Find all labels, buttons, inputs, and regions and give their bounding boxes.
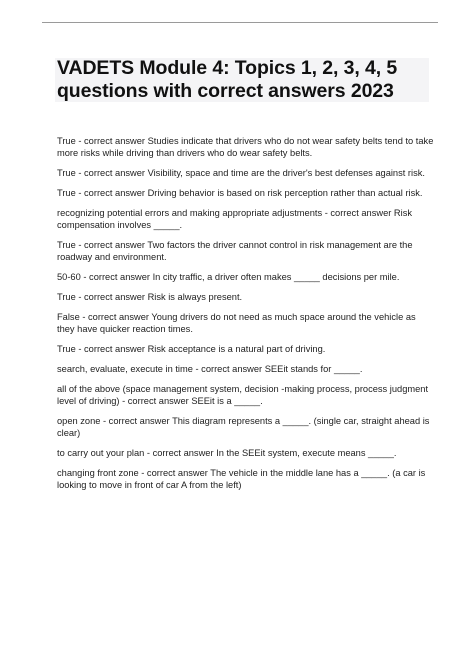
qa-item: 50-60 - correct answer In city traffic, a driver often makes _____ decisions per mile. — [57, 272, 400, 282]
qa-item: search, evaluate, execute in time - correct answer SEEit stands for _____. — [57, 364, 363, 374]
header-rule — [42, 22, 438, 23]
qa-item: True - correct answer Driving behavior is based on risk perception rather than actual risk. — [57, 188, 423, 198]
qa-item: changing front zone - correct answer The vehicle in the middle lane has a _____. (a car is looking to move in front of car A from the left) — [57, 468, 426, 490]
qa-item: recognizing potential errors and making appropriate adjustments - correct answer Risk compensation involves _____. — [57, 208, 412, 230]
qa-item: True - correct answer Studies indicate that drivers who do not wear safety belts tend to take more risks while driving than drivers who do wear safety belts. — [57, 136, 434, 158]
qa-item: open zone - correct answer This diagram represents a _____. (single car, straight ahead is clear) — [57, 416, 430, 438]
qa-list — [57, 135, 435, 499]
document-title — [57, 57, 437, 103]
qa-item: to carry out your plan - correct answer In the SEEit system, execute means _____. — [57, 448, 397, 458]
qa-item: True - correct answer Risk is always present. — [57, 292, 243, 302]
qa-item: False - correct answer Young drivers do not need as much space around the vehicle as they have quicker reaction times. — [57, 312, 416, 334]
qa-item: all of the above (space management system, decision -making process, process judgment level of driving) - correct answer SEEit is a _____. — [57, 384, 429, 406]
title-line-2: questions with correct answers 2023 — [57, 80, 394, 102]
qa-item: True - correct answer Two factors the driver cannot control in risk management are the roadway and environment. — [57, 240, 413, 262]
title-line-1: VADETS Module 4: Topics 1, 2, 3, 4, 5 — [57, 57, 398, 79]
qa-item: True - correct answer Visibility, space and time are the driver's best defenses against risk. — [57, 168, 425, 178]
qa-item: True - correct answer Risk acceptance is a natural part of driving. — [57, 344, 326, 354]
